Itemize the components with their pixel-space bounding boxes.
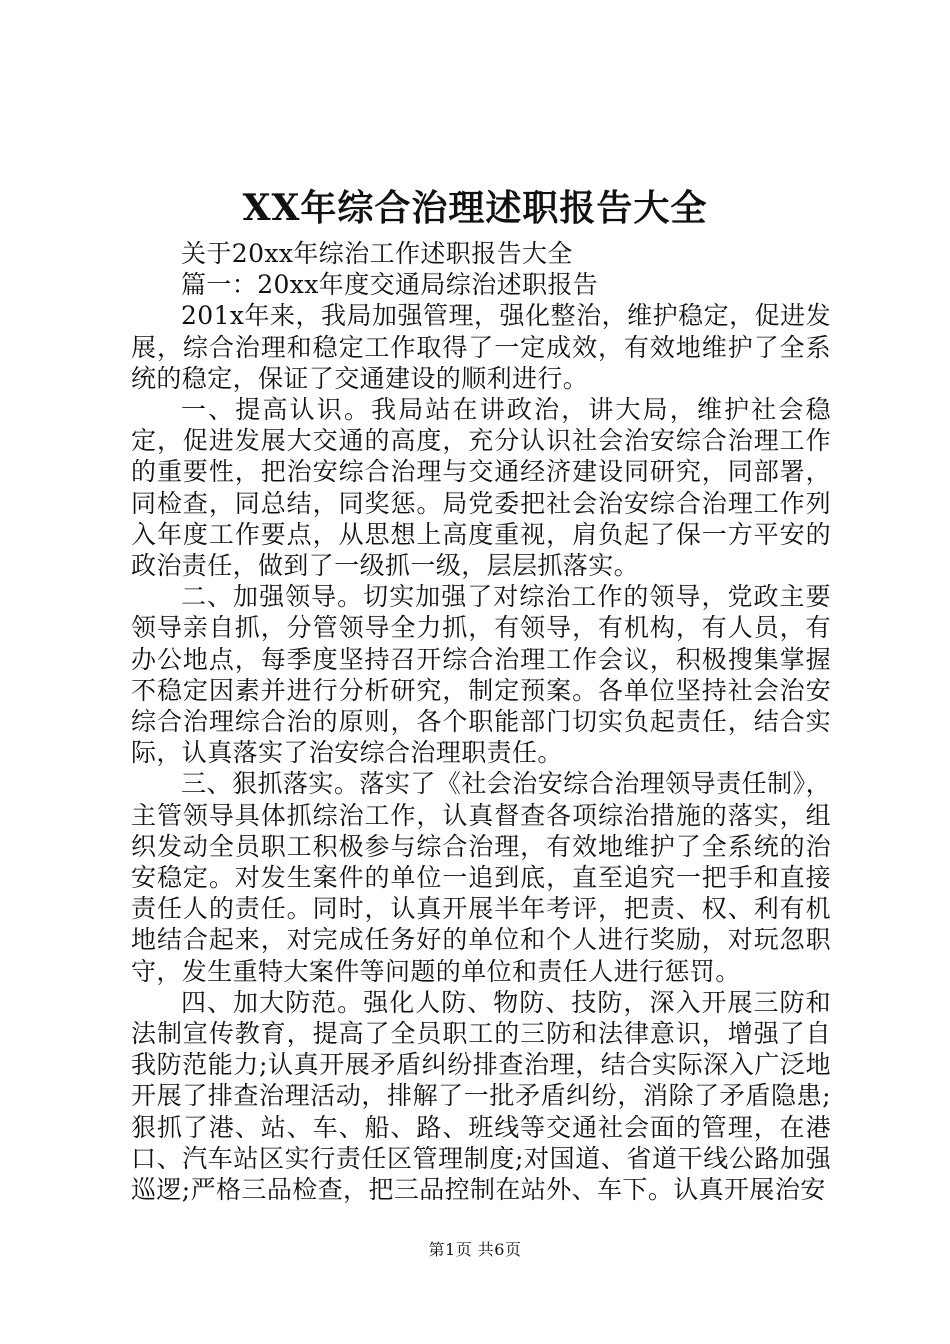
- subtitle-line: 关于20xx年综治工作述职报告大全: [181, 239, 573, 268]
- section-heading: 篇一：20xx年度交通局综治述职报告: [181, 270, 599, 300]
- body-paragraph: 201x年来，我局加强管理，强化整治，维护稳定，促进发展，综合治理和稳定工作取得了一定成效，有效地维护了全系统的稳定，保证了交通建设的顺利进行。: [131, 301, 831, 393]
- page-footer: 第1页 共6页: [428, 1240, 522, 1259]
- body-paragraph: 三、狠抓落实。落实了《社会治安综合治理领导责任制》，主管领导具体抓综治工作，认真督查各项综治措施的落实，组织发动全员职工积极参与综合治理，有效地维护了全系统的治安稳定。对发生案件的单位一追到底，直至追究一把手和直接责任人的责任。同时，认真开展半年考评，把责、权、利有机地结合起来，对完成任务好的单位和个人进行奖励，对玩忽职守，发生重特大案件等问题的单位和责任人进行惩罚。: [131, 769, 831, 986]
- body-paragraph: 一、提高认识。我局站在讲政治，讲大局，维护社会稳定，促进发展大交通的高度，充分认识社会治安综合治理工作的重要性，把治安综合治理与交通经济建设同研究，同部署，同检查，同总结，同奖惩。局党委把社会治安综合治理工作列入年度工作要点，从思想上高度重视，肩负起了保一方平安的政治责任，做到了一级抓一级，层层抓落实。: [131, 395, 831, 581]
- document-body: [131, 238, 831, 1205]
- body-paragraph: 四、加大防范。强化人防、物防、技防，深入开展三防和法制宣传教育，提高了全员职工的三防和法律意识，增强了自我防范能力;认真开展矛盾纠纷排查治理，结合实际深入广泛地开展了排查治理活动，排解了一批矛盾纠纷，消除了矛盾隐患;狠抓了港、站、车、船、路、班线等交通社会面的管理，在港口、汽车站区实行责任区管理制度;对国道、省道干线公路加强巡逻;严格三品检查，把三品控制在站外、车下。认真开展治安: [131, 987, 831, 1205]
- document-title: XX年综合治理述职报告大全: [242, 187, 708, 229]
- body-paragraph: 二、加强领导。切实加强了对综治工作的领导，党政主要领导亲自抓，分管领导全力抓，有领导，有机构，有人员，有办公地点，每季度坚持召开综合治理工作会议，积极搜集掌握不稳定因素并进行分析研究，制定预案。各单位坚持社会治安综合治理综合治的原则，各个职能部门切实负起责任，结合实际，认真落实了治安综合治理职责任。: [131, 582, 831, 768]
